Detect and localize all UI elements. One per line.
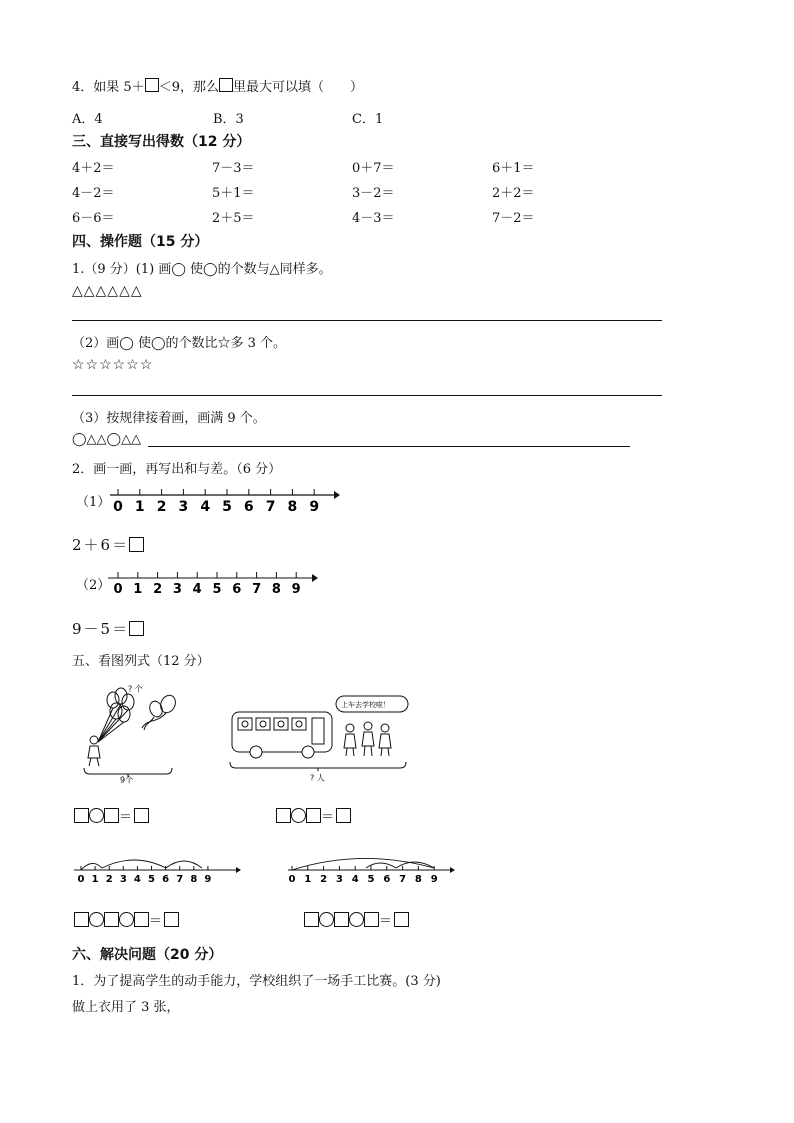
equation-1: 2＋6＝ <box>72 534 144 555</box>
operator-circle[interactable] <box>349 912 364 927</box>
tick-label: 9 <box>291 582 301 597</box>
problem-1: 1．为了提高学生的动手能力，学校组织了一场手工比赛。(3 分) <box>72 974 441 989</box>
answer-box[interactable] <box>129 537 144 552</box>
equation-template-1: ＝ <box>74 806 149 825</box>
section-3-title: 三、直接写出得数（12 分） <box>72 134 251 150</box>
tick-label: 3 <box>172 582 182 597</box>
tick-label: 6 <box>383 874 391 885</box>
number-line-ticks <box>113 572 300 597</box>
hop-ticks <box>289 866 438 885</box>
problem-1-line-2: 做上衣用了 3 张， <box>72 1000 180 1015</box>
tick-label: 1 <box>304 874 312 885</box>
answer-box[interactable] <box>104 808 119 823</box>
section-4-title: 四、操作题（15 分） <box>72 234 209 250</box>
tick-label: 9 <box>309 499 320 515</box>
answer-box[interactable] <box>304 912 319 927</box>
balloons-picture <box>76 684 186 784</box>
hop-ticks <box>78 866 212 885</box>
answer-line[interactable] <box>148 446 630 447</box>
option-c[interactable]: C．1 <box>352 112 384 127</box>
tick-label: 3 <box>335 874 343 885</box>
balloons-question: ? 个 <box>128 684 143 694</box>
bus-speech-bubble: 上车去学校啦！ <box>341 701 390 709</box>
tick-label: 1 <box>134 499 145 515</box>
answer-box <box>219 78 233 92</box>
equation-template-3: ＝ <box>74 910 179 929</box>
answer-box[interactable] <box>104 912 119 927</box>
numberline-2-label: （2） <box>76 578 111 593</box>
question-4: 4．如果 5＋ ＜9，那么 里最大可以填（ ） <box>72 80 363 95</box>
bus-question: ? 人 <box>310 773 325 783</box>
number-line-ticks <box>113 489 319 515</box>
operator-circle[interactable] <box>319 912 334 927</box>
tick-label: 9 <box>204 874 212 885</box>
tick-label: 8 <box>271 582 281 597</box>
tick-label: 5 <box>148 874 155 885</box>
q1-instruction: 1.（9 分）(1) 画◯ 使◯的个数与△同样多。 <box>72 262 332 277</box>
answer-box[interactable] <box>164 912 179 927</box>
operator-circle[interactable] <box>89 808 104 823</box>
answer-box[interactable] <box>394 912 409 927</box>
tick-label: 2 <box>156 499 167 515</box>
numberline-1-label: （1） <box>76 495 111 510</box>
operator-circle[interactable] <box>89 912 104 927</box>
tick-label: 0 <box>113 499 123 515</box>
q1-2-instruction: （2）画◯ 使◯的个数比☆多 3 个。 <box>72 336 287 351</box>
hop-number-line-1 <box>72 852 242 886</box>
tick-label: 2 <box>105 874 113 885</box>
tick-label: 3 <box>119 874 127 885</box>
tick-label: 7 <box>399 874 407 885</box>
answer-box[interactable] <box>74 808 89 823</box>
hop-number-line-2 <box>286 852 456 886</box>
option-a[interactable]: A．4 <box>72 112 103 127</box>
tick-label: 6 <box>162 874 170 885</box>
answer-box[interactable] <box>364 912 379 927</box>
tick-label: 6 <box>243 499 254 515</box>
tick-label: 7 <box>265 499 276 515</box>
option-b[interactable]: B．3 <box>213 112 244 127</box>
pattern-row: ◯△△◯△△ <box>72 432 142 447</box>
number-line-1 <box>108 484 340 516</box>
stars-row: ☆☆☆☆☆☆ <box>72 357 154 373</box>
answer-line[interactable] <box>72 395 662 396</box>
answer-box[interactable] <box>276 808 291 823</box>
tick-label: 1 <box>91 874 99 885</box>
tick-label: 4 <box>200 499 211 515</box>
tick-label: 5 <box>367 874 375 885</box>
tick-label: 3 <box>178 499 189 515</box>
equation-template-2: ＝ <box>276 806 351 825</box>
equation-template-4: ＝ <box>304 910 409 929</box>
answer-line[interactable] <box>72 320 662 321</box>
tick-label: 0 <box>288 874 296 885</box>
answer-box[interactable] <box>336 808 351 823</box>
tick-label: 8 <box>414 874 422 885</box>
arith-row: 4＋2＝ 7－3＝ 0＋7＝ 6＋1＝ <box>72 161 535 176</box>
equation-2: 9－5＝ <box>72 618 144 639</box>
answer-box[interactable] <box>134 912 149 927</box>
operator-circle[interactable] <box>119 912 134 927</box>
tick-label: 4 <box>133 874 141 885</box>
tick-label: 7 <box>252 582 262 597</box>
answer-box <box>145 78 159 92</box>
section-5-title: 五、看图列式（12 分） <box>72 654 210 669</box>
answer-box[interactable] <box>334 912 349 927</box>
tick-label: 6 <box>232 582 242 597</box>
tick-label: 8 <box>190 874 198 885</box>
tick-label: 8 <box>287 499 298 515</box>
tick-label: 5 <box>212 582 222 597</box>
tick-label: 9 <box>430 874 438 885</box>
arith-row: 4－2＝ 5＋1＝ 3－2＝ 2＋2＝ <box>72 186 535 201</box>
answer-box[interactable] <box>129 621 144 636</box>
q2-instruction: 2．画一画，再写出和与差。（6 分） <box>72 462 282 477</box>
tick-label: 7 <box>176 874 184 885</box>
number-line-2 <box>106 567 318 599</box>
tick-label: 4 <box>351 874 359 885</box>
operator-circle[interactable] <box>291 808 306 823</box>
section-6-title: 六、解决问题（20 分） <box>72 947 223 963</box>
tick-label: 1 <box>133 582 143 597</box>
tick-label: 2 <box>320 874 328 885</box>
tick-label: 0 <box>113 582 123 597</box>
bus-picture <box>228 690 410 785</box>
tick-label: 2 <box>153 582 163 597</box>
answer-box[interactable] <box>306 808 321 823</box>
balloons-total: 9个 <box>120 775 134 784</box>
answer-box[interactable] <box>74 912 89 927</box>
answer-box[interactable] <box>134 808 149 823</box>
q1-3-instruction: （3）按规律接着画，画满 9 个。 <box>72 411 266 426</box>
arith-row: 6－6＝ 2＋5＝ 4－3＝ 7－2＝ <box>72 211 535 226</box>
triangles-row: △△△△△△ <box>72 283 143 299</box>
tick-label: 4 <box>192 582 202 597</box>
tick-label: 0 <box>77 874 85 885</box>
tick-label: 5 <box>222 499 232 515</box>
